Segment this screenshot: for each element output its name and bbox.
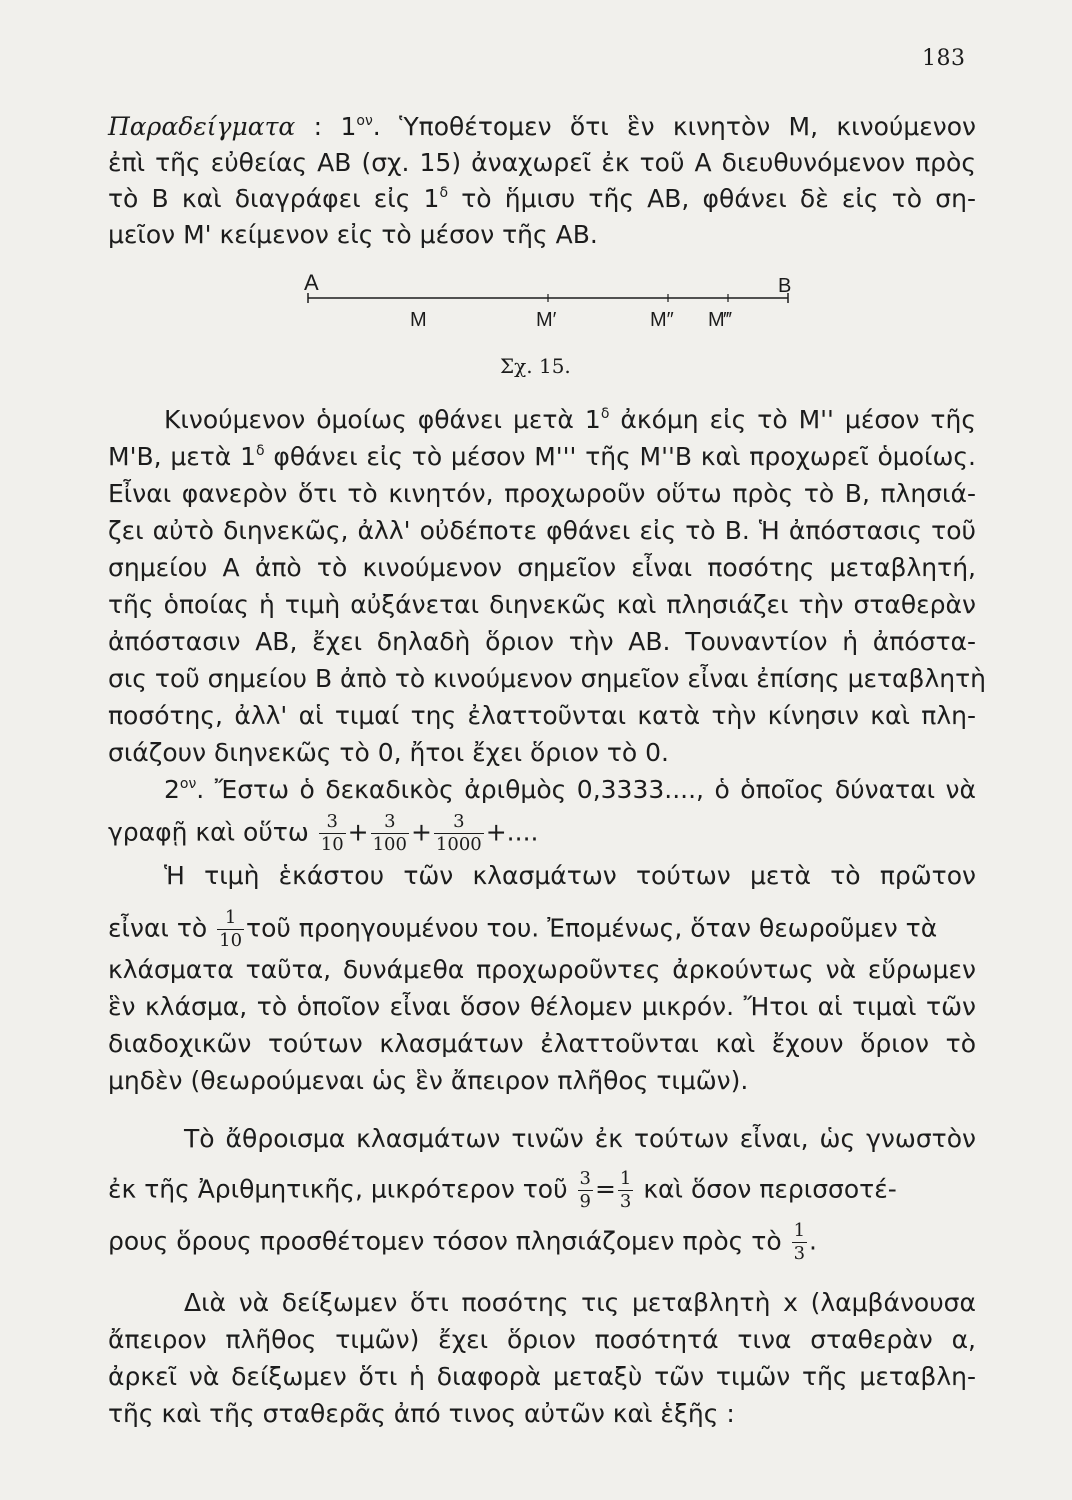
text-line: σημείου Α ἀπὸ τὸ κινούμενον σημεῖον εἶναι ποσότης μεταβλητή, [108,553,976,582]
text-line: Εἶναι φανερὸν ὅτι τὸ κινητόν, προχωροῦν οὕτω πρὸς τὸ Β, πλησιά- [108,479,976,508]
fraction-3-1000: $\frac{3}{1000}$ [435,811,482,855]
label-m-prime: M′ [536,309,557,331]
text-line: Διὰ νὰ δείξωμεν ὅτι ποσότης τις μεταβλητὴ x (λαμβάνουσα [184,1288,976,1317]
label-m: M [410,309,427,331]
label-m-triple-prime: M‴ [708,309,732,331]
figure-15-segment-diagram [300,268,800,348]
text-line: ἓν κλάσμα, τὸ ὁποῖον εἶναι ὅσον θέλομεν μικρόν. Ἤτοι αἱ τιμαὶ τῶν [108,992,976,1021]
fraction-3-9: $\frac{3}{9}$ [579,1168,591,1212]
text-line: $2^{o\nu}$. Ἔστω ὁ δεκαδικὸς ἀριθμὸς 0,3333...., ὁ ὁποῖος δύναται νὰ [164,775,976,804]
text-line: μηδὲν (θεωρούμεναι ὡς ἓν ἄπειρον πλῆθος τιμῶν). [108,1066,749,1095]
text-line: τὸ Β καὶ διαγράφει εἰς $1^\delta$ τὸ ἥμισυ τῆς ΑΒ, φθάνει δὲ εἰς τὸ ση- [108,184,976,213]
fraction-3-10: $\frac{3}{10}$ [320,811,344,855]
text-line: σις τοῦ σημείου Β ἀπὸ τὸ κινούμενον σημεῖον εἶναι ἐπίσης μεταβλητὴ [108,664,987,693]
text-line: Κινούμενον ὁμοίως φθάνει μετὰ $1^\delta$ ἀκόμη εἰς τὸ Μ'' μέσον τῆς [164,405,976,434]
text-line: μεῖον Μ' κείμενον εἰς τὸ μέσον τῆς ΑΒ. [108,220,598,249]
text-line: ἀπόστασιν ΑΒ, ἔχει δηλαδὴ ὅριον τὴν ΑΒ. Τουναντίον ἡ ἀπόστα- [108,627,976,656]
text-line: τῆς ὁποίας ἡ τιμὴ αὐξάνεται διηνεκῶς καὶ πλησιάζει τὴν σταθερὰν [108,590,976,619]
label-m-double-prime: M″ [650,309,674,331]
text-line: Παραδείγματα : $1^{o\nu}$. Ὑποθέτομεν ὅτι ἓν κινητὸν Μ, κινούμενον [108,112,976,141]
series-expression-line: γραφῇ καὶ οὕτω $\frac{3}{10}$ + $\frac{3}{100}$ + $\frac{3}{1000}$ +.... [108,811,539,855]
text-line: ἐκ τῆς Ἀριθμητικῆς, μικρότερον τοῦ $\frac{3}{9}$ = $\frac{1}{3}$ καὶ ὅσον περισσοτέ- [108,1168,897,1212]
label-b: B [778,275,792,297]
fraction-1-10: $\frac{1}{10}$ [219,907,243,951]
text-line: ζει αὐτὸ διηνεκῶς, ἀλλ' οὐδέποτε φθάνει εἰς τὸ Β. Ἡ ἀπόστασις τοῦ [108,516,976,545]
examples-heading: Παραδείγματα [108,112,296,141]
text-line: κλάσματα ταῦτα, δυνάμεθα προχωροῦντες ἀρκούντως νὰ εὕρωμεν [108,955,976,984]
text-line: ἄπειρον πλῆθος τιμῶν) ἔχει ὅριον ποσότητά τινα σταθερὰν α, [108,1325,976,1354]
text-line: ἐπὶ τῆς εὐθείας ΑΒ (σχ. 15) ἀναχωρεῖ ἐκ τοῦ Α διευθυνόμενον πρὸς [108,148,976,177]
figure-caption: Σχ. 15. [500,354,571,378]
text-line: σιάζουν διηνεκῶς τὸ 0, ἤτοι ἔχει ὅριον τὸ 0. [108,738,669,767]
fraction-1-3: $\frac{1}{3}$ [619,1168,632,1212]
text-line: Τὸ ἄθροισμα κλασμάτων τινῶν ἐκ τούτων εἶναι, ὡς γνωστὸν [184,1124,976,1153]
page-number: 183 [922,46,966,71]
label-a: A [304,270,319,295]
text-line: ρους ὅρους προσθέτομεν τόσον πλησιάζομεν πρὸς τὸ $\frac{1}{3}$ . [108,1220,817,1264]
text-line: ἀρκεῖ νὰ δείξωμεν ὅτι ἡ διαφορὰ μεταξὺ τῶν τιμῶν τῆς μεταβλη- [108,1362,976,1391]
text-line: διαδοχικῶν τούτων κλασμάτων ἐλαττοῦνται καὶ ἔχουν ὅριον τὸ [108,1029,976,1058]
text-line: ποσότης, ἀλλ' αἱ τιμαί της ἐλαττοῦνται κατὰ τὴν κίνησιν καὶ πλη- [108,701,976,730]
fraction-3-100: $\frac{3}{100}$ [372,811,407,855]
text-line: εἶναι τὸ $\frac{1}{10}$ τοῦ προηγουμένου του. Ἐπομένως, ὅταν θεωροῦμεν τὰ [108,907,938,951]
fraction-1-3-limit: $\frac{1}{3}$ [793,1220,806,1264]
text-line: Μ'Β, μετὰ $1^\delta$ φθάνει εἰς τὸ μέσον Μ''' τῆς Μ''Β καὶ προχωρεῖ ὁμοίως. [108,442,977,471]
text-line: Ἡ τιμὴ ἑκάστου τῶν κλασμάτων τούτων μετὰ τὸ πρῶτον [164,861,976,890]
text-line: τῆς καὶ τῆς σταθερᾶς ἀπό τινος αὐτῶν καὶ ἑξῆς : [108,1399,735,1428]
